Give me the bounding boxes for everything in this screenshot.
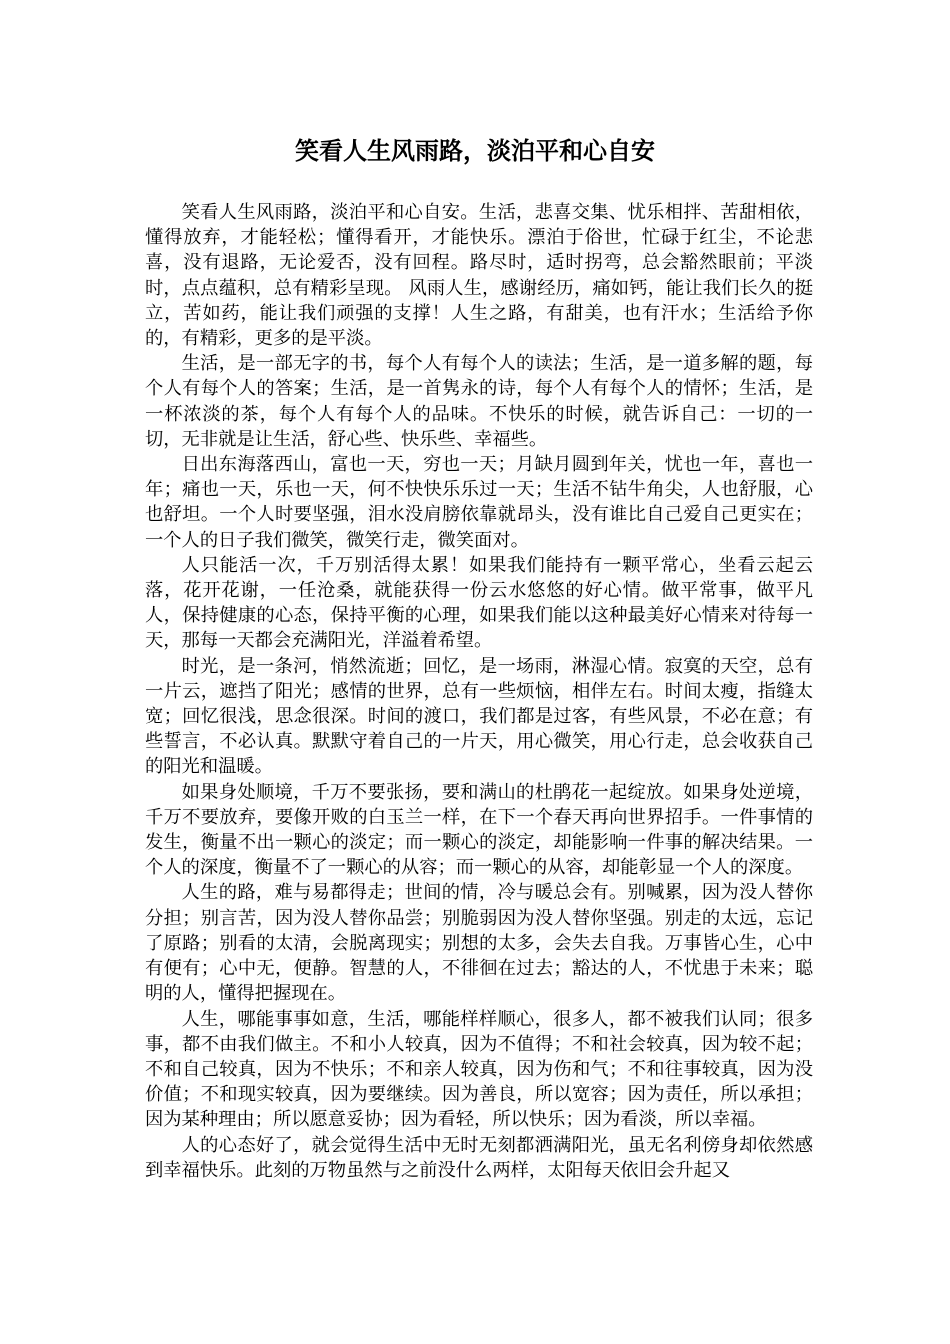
document-title: 笑看人生风雨路，淡泊平和心自安	[295, 137, 655, 165]
paragraph: 笑看人生风雨路，淡泊平和心自安。生活，悲喜交集、忧乐相拌、苦甜相依，懂得放弃，才能轻松；懂得看开，才能快乐。漂泊于俗世，忙碌于红尘，不论悲喜，没有退路，无论爱否，没有回程。路尽时，适时拐弯，总会豁然眼前；平淡时，点点蕴积，总有精彩呈现。 风雨人生，感谢经历，痛如钙，能让我们长久的挺立，苦如药，能让我们顽强的支撑！人生之路，有甜美，也有汗水；生活给予你的，有精彩，更多的是平淡。	[145, 202, 813, 350]
paragraph: 日出东海落西山，富也一天，穷也一天；月缺月圆到年关，忧也一年，喜也一年；痛也一天，乐也一天，何不快快乐乐过一天；生活不钻牛角尖，人也舒服，心也舒坦。一个人时要坚强，泪水没肩膀依靠就昂头，没有谁比自己爱自己更实在；一个人的日子我们微笑，微笑行走，微笑面对。	[145, 454, 813, 551]
paragraph: 如果身处顺境，千万不要张扬，要和满山的杜鹃花一起绽放。如果身处逆境，千万不要放弃，要像开败的白玉兰一样，在下一个春天再向世界招手。一件事情的发生，衡量不出一颗心的淡定；而一颗心的淡定，却能影响一件事的解决结果。一个人的深度，衡量不了一颗心的从容；而一颗心的从容，却能彰显一个人的深度。	[145, 781, 813, 879]
paragraph: 生活，是一部无字的书，每个人有每个人的读法；生活，是一道多解的题，每个人有每个人的答案；生活，是一首隽永的诗，每个人有每个人的情怀；生活，是一杯浓淡的茶，每个人有每个人的品味。不快乐的时候，就告诉自己：一切的一切，无非就是让生活，舒心些、快乐些、幸福些。	[145, 353, 813, 450]
paragraph: 人的心态好了，就会觉得生活中无时无刻都洒满阳光，虽无名利傍身却依然感到幸福快乐。此刻的万物虽然与之前没什么两样，太阳每天依旧会升起又	[145, 1134, 813, 1181]
paragraph: 人只能活一次，千万别活得太累！如果我们能持有一颗平常心，坐看云起云落，花开花谢，一任沧桑，就能获得一份云水悠悠的好心情。做平常事，做平凡人，保持健康的心态，保持平衡的心理，如果我们能以这种最美好心情来对待每一天，那每一天都会充满阳光，洋溢着希望。	[145, 554, 813, 652]
paragraph: 人生，哪能事事如意，生活，哪能样样顺心，很多人，都不被我们认同；很多事，都不由我们做主。不和小人较真，因为不值得；不和社会较真，因为较不起；不和自己较真，因为不快乐；不和亲人较真，因为伤和气；不和往事较真，因为没价值；不和现实较真，因为要继续。因为善良，所以宽容；因为责任，所以承担；因为某种理由；所以愿意妥协；因为看轻，所以快乐；因为看淡，所以幸福。	[145, 1008, 813, 1131]
paragraph: 人生的路，难与易都得走；世间的情，冷与暖总会有。别喊累，因为没人替你分担；别言苦，因为没人替你品尝；别脆弱因为没人替你坚强。别走的太远，忘记了原路；别看的太清，会脱离现实；别想的太多，会失去自我。万事皆心生，心中有便有；心中无，便静。智慧的人，不徘徊在过去；豁达的人，不忧患于未来；聪明的人，懂得把握现在。	[145, 882, 813, 1005]
document-body	[145, 200, 813, 1183]
paragraph: 时光，是一条河，悄然流逝；回忆，是一场雨，淋湿心情。寂寞的天空，总有一片云，遮挡了阳光；感情的世界，总有一些烦恼，相伴左右。时间太瘦，指缝太宽；回忆很浅，思念很深。时间的渡口，我们都是过客，有些风景，不必在意；有些誓言，不必认真。默默守着自己的一片天，用心微笑，用心行走，总会收获自己的阳光和温暖。	[145, 655, 813, 778]
